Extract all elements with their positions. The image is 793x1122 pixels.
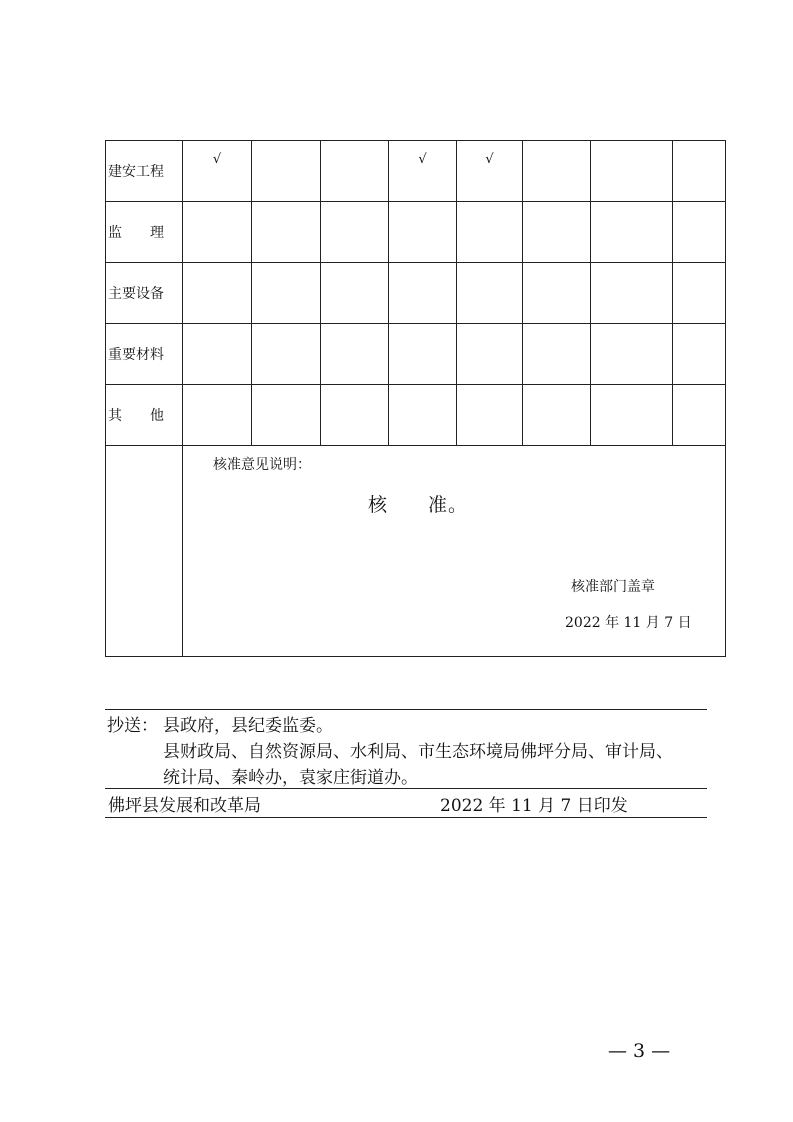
table-row: [106, 202, 726, 263]
mark-cell: [523, 263, 591, 324]
mark-cell: [523, 141, 591, 202]
approval-table: [105, 140, 726, 657]
mark-cell: √: [389, 141, 457, 202]
mark-cell: [389, 385, 457, 446]
mark-cell: [673, 263, 726, 324]
cc-line: 县政府，县纪委监委。: [163, 716, 333, 736]
row-label: 其 他: [106, 385, 183, 446]
row-label: 监 理: [106, 202, 183, 263]
approval-decision: [368, 490, 468, 517]
mark-cell: [252, 263, 321, 324]
approval-date: 2022 年 11 月 7 日: [565, 615, 692, 631]
issue-date: 2022 年 11 月 7 日印发: [440, 796, 628, 816]
mark-cell: √: [183, 141, 252, 202]
mark-cell: [183, 324, 252, 385]
mark-cell: [591, 141, 673, 202]
mark-cell: [673, 202, 726, 263]
issuer: 佛坪县发展和改革局: [108, 796, 261, 816]
decision-left: 核: [368, 494, 389, 516]
footer-middle-rule: [105, 788, 707, 789]
table-row: [106, 141, 726, 202]
mark-cell: [321, 202, 389, 263]
cc-line: 统计局、秦岭办，袁家庄街道办。: [163, 768, 418, 788]
mark-cell: [457, 263, 523, 324]
mark-cell: [457, 324, 523, 385]
mark-cell: [591, 202, 673, 263]
footer-bottom-rule: [105, 817, 707, 818]
page-number: — 3 —: [608, 1040, 671, 1062]
mark-cell: [523, 385, 591, 446]
cc-line: 县财政局、自然资源局、水利局、市生态环境局佛坪分局、审计局、: [163, 742, 673, 762]
decision-right: 准。: [428, 494, 469, 516]
row-label: 主要设备: [106, 263, 183, 324]
table-row: [106, 385, 726, 446]
footer-top-rule: [105, 709, 707, 710]
mark-cell: [673, 324, 726, 385]
mark-cell: [389, 263, 457, 324]
mark-cell: [183, 202, 252, 263]
mark-cell: [457, 385, 523, 446]
mark-cell: [252, 141, 321, 202]
mark-cell: [252, 385, 321, 446]
mark-cell: [389, 324, 457, 385]
opinion-label-cell: [106, 446, 183, 657]
mark-cell: [591, 263, 673, 324]
mark-cell: [321, 141, 389, 202]
opinion-heading: 核准意见说明：: [213, 457, 311, 473]
mark-cell: [673, 141, 726, 202]
mark-cell: [523, 202, 591, 263]
mark-cell: [457, 202, 523, 263]
opinion-row: [106, 446, 726, 657]
mark-cell: [321, 263, 389, 324]
mark-cell: [591, 324, 673, 385]
row-label: 建安工程: [106, 141, 183, 202]
mark-cell: [183, 263, 252, 324]
mark-cell: √: [457, 141, 523, 202]
mark-cell: [183, 385, 252, 446]
cc-label: 抄送：: [107, 716, 158, 736]
mark-cell: [591, 385, 673, 446]
mark-cell: [673, 385, 726, 446]
mark-cell: [252, 202, 321, 263]
row-label: 重要材料: [106, 324, 183, 385]
mark-cell: [321, 385, 389, 446]
mark-cell: [389, 202, 457, 263]
mark-cell: [321, 324, 389, 385]
approval-stamp-label: 核准部门盖章: [571, 579, 655, 595]
mark-cell: [252, 324, 321, 385]
mark-cell: [523, 324, 591, 385]
table-row: [106, 324, 726, 385]
table-row: [106, 263, 726, 324]
opinion-cell: [183, 446, 726, 657]
